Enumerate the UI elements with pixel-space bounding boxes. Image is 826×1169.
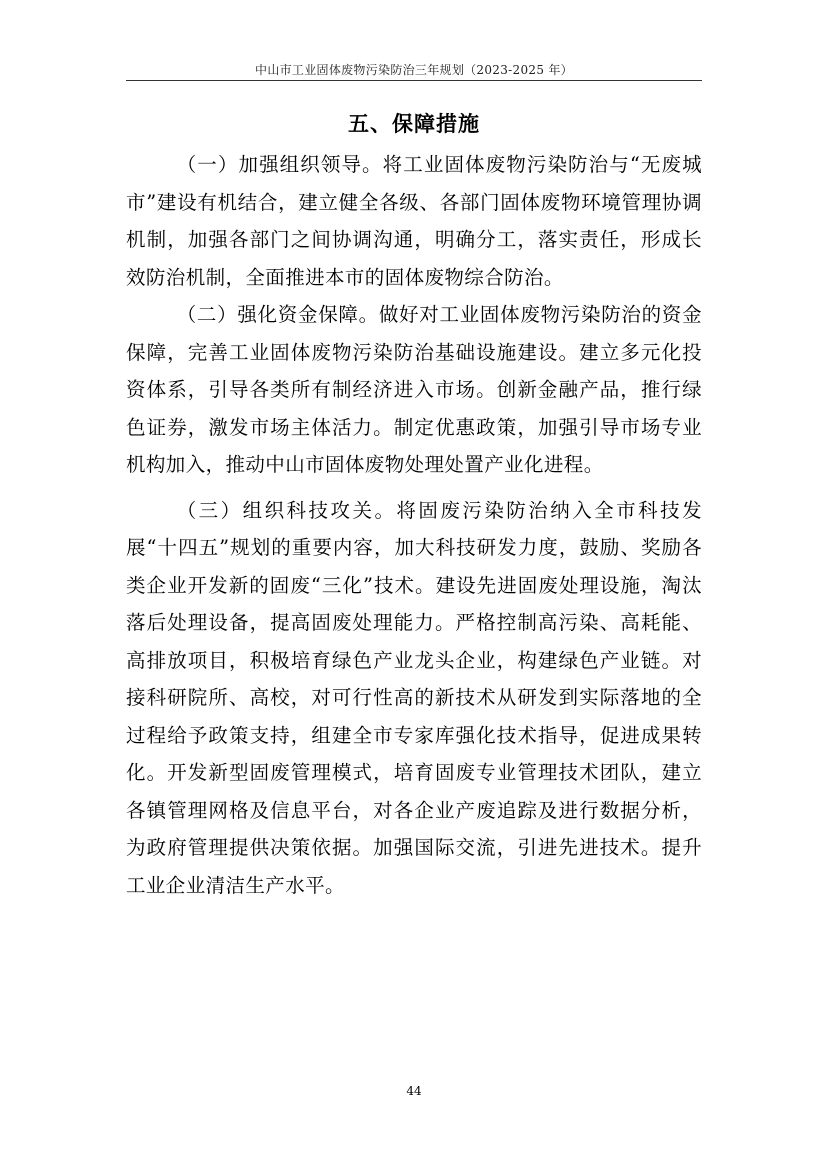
paragraph-organization-leadership — [126, 146, 702, 296]
section-title: 五、保障措施 — [348, 112, 480, 136]
paragraph-funding-guarantee — [126, 296, 702, 484]
paragraph-text: 做好对工业固体废物污染防治的资金保障，完善工业固体废物污染防治基础设施建设。建立多元化投资体系，引导各类所有制经济进入市场。创新金融产品，推行绿色证券，激发市场主体活力。制定优惠政策，加强引导市场专业机构加入，推动中山市固体废物处理处置产业化进程。 — [126, 303, 702, 476]
paragraph-heading: （三）组织科技攻关。 — [176, 498, 397, 522]
header-divider — [126, 80, 702, 81]
paragraph-heading: （一）加强组织领导。 — [176, 153, 383, 176]
paragraph-heading: （二）强化资金保障。 — [176, 303, 379, 326]
page-number: 44 — [406, 1084, 422, 1098]
body-text — [126, 146, 702, 904]
paragraph-technology-research — [126, 492, 702, 905]
paragraph-text: 将固废污染防治纳入全市科技发展“十四五”规划的重要内容，加大科技研发力度，鼓励、奖励各类企业开发新的固废“三化”技术。建设先进固废处理设施，淘汰落后处理设备，提高固废处理能力。严格控制高污染、高耗能、高排放项目，积极培育绿色产业龙头企业，构建绿色产业链。对接科研院所、高校，对可行性高的新技术从研发到实际落地的全过程给予政策支持，组建全市专家库强化技术指导，促进成果转化。开发新型固废管理模式，培育固废专业管理技术团队，建立各镇管理网格及信息平台，对各企业产废追踪及进行数据分析，为政府管理提供决策依据。加强国际交流，引进先进技术。提升工业企业清洁生产水平。 — [126, 498, 702, 897]
paragraph-text: 将工业固体废物污染防治与“无废城市”建设有机结合，建立健全各级、各部门固体废物环境管理协调机制，加强各部门之间协调沟通，明确分工，落实责任，形成长效防治机制，全面推进本市的固体废物综合防治。 — [126, 153, 702, 289]
running-header: 中山市工业固体废物污染防治三年规划（2023-2025 年） — [255, 63, 573, 77]
